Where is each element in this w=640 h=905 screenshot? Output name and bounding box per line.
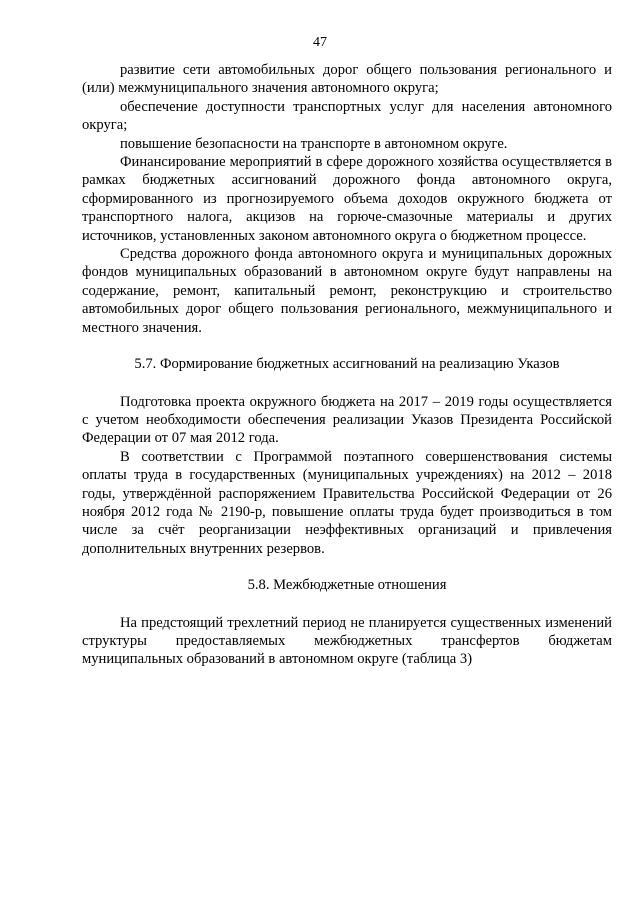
paragraph-wage-program: В соответствии с Программой поэтапного совершенствования системы оплаты труда в государственных (муниципальных учреждениях) на 2012 – 2018 годы, утверждённой распоряжением Правительства Российской Федерации от 26 ноября 2012 года № 2190-р, повышение оплаты труда будет производиться в том числе за счёт реорганизации неэффективных организаций и привлечения дополнительных внутренних резервов. (82, 448, 612, 557)
paragraph-road-funds: Средства дорожного фонда автономного округа и муниципальных дорожных фондов муниципальных образований в автономном округе будут направлены на содержание, ремонт, капитальный ремонт, реконструкцию и строительство автомобильных дорог общего пользования регионального, межмуниципального и местного значения. (82, 246, 612, 336)
section-heading-5-7: 5.7. Формирование бюджетных ассигнований на реализацию Указов (134, 356, 560, 373)
paragraph-interbudget-transfers: На предстоящий трехлетний период не планируется существенных изменений структуры предоставляемых межбюджетных трансфертов бюджетам муниципальных образований в автономном округе (таблица 3) (82, 614, 612, 668)
spacer (82, 558, 612, 576)
document-body (82, 61, 612, 669)
page-number: 47 (313, 35, 327, 50)
paragraph-road-financing: Финансирование мероприятий в сфере дорожного хозяйства осуществляется в рамках бюджетных ассигнований дорожного фонда автономного округа, сформированного из прогнозируемого объема доходов окружного бюджета от транспортного налога, акцизов на горюче-смазочные материалы и других источников, установленных законом автономного округа о бюджетном процессе. (82, 154, 612, 244)
paragraph-transport-access: обеспечение доступности транспортных услуг для населения автономного округа; (82, 98, 612, 134)
paragraph-budget-preparation: Подготовка проекта окружного бюджета на 2017 – 2019 годы осуществляется с учетом необходимости обеспечения реализации Указов Президента Российской Федерации от 07 мая 2012 года. (82, 393, 612, 447)
paragraph-road-network: развитие сети автомобильных дорог общего пользования регионального и (или) межмуниципального значения автономного округа; (82, 62, 612, 97)
spacer (82, 374, 612, 393)
paragraph-transport-safety: повышение безопасности на транспорте в автономном округе. (120, 135, 508, 152)
spacer (82, 595, 612, 614)
section-heading-5-8: 5.8. Межбюджетные отношения (247, 577, 447, 594)
spacer (82, 337, 612, 355)
